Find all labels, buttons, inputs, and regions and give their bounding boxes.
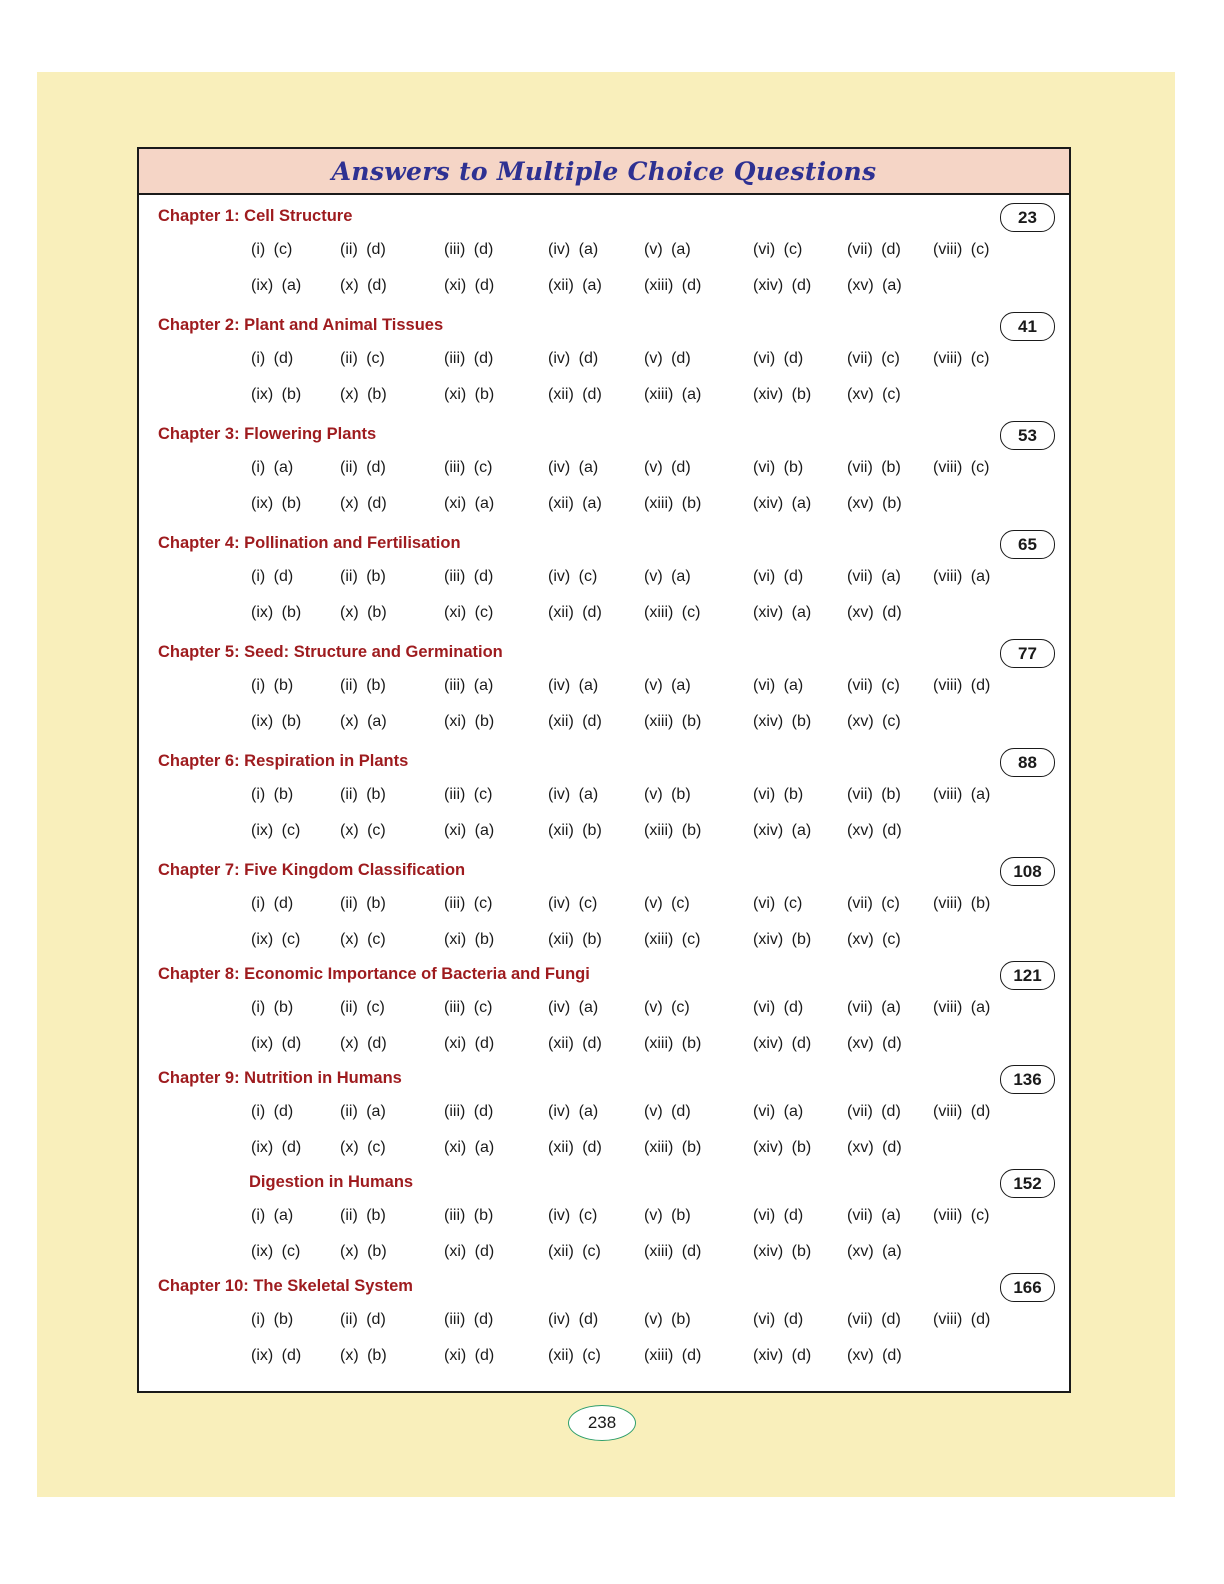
answer-row — [139, 999, 1069, 1023]
chapter-page-badge: 108 — [1000, 857, 1055, 886]
answer-item: (vi) (d) — [753, 1311, 804, 1328]
chapter-heading: Chapter 9: Nutrition in Humans — [158, 1069, 402, 1087]
answer-item: (iv) (d) — [548, 350, 599, 367]
chapter-page-badge: 53 — [1000, 421, 1055, 450]
answer-item: (iii) (a) — [444, 677, 494, 694]
chapter-heading: Chapter 1: Cell Structure — [158, 207, 353, 225]
answer-item: (xii) (d) — [548, 713, 602, 730]
answer-item: (vii) (a) — [847, 568, 901, 585]
chapter-section — [139, 413, 1069, 522]
answer-item: (vi) (c) — [753, 895, 803, 912]
answer-item: (v) (a) — [644, 568, 691, 585]
answer-item: (xiv) (b) — [753, 713, 812, 730]
answer-item: (xiv) (b) — [753, 386, 812, 403]
answer-item: (vi) (d) — [753, 999, 804, 1016]
answer-item: (xi) (a) — [444, 1139, 495, 1156]
answer-row — [139, 241, 1069, 265]
answer-item: (xiv) (d) — [753, 1035, 812, 1052]
answer-item: (vii) (c) — [847, 677, 900, 694]
answer-row — [139, 677, 1069, 701]
answer-item: (xiii) (d) — [644, 1243, 702, 1260]
answer-item: (xv) (c) — [847, 713, 901, 730]
answer-item: (ix) (b) — [251, 604, 302, 621]
answer-item: (v) (d) — [644, 459, 691, 476]
answer-item: (x) (c) — [340, 931, 386, 948]
answer-row — [139, 713, 1069, 737]
answer-item: (ii) (c) — [340, 350, 385, 367]
chapter-heading: Chapter 4: Pollination and Fertilisation — [158, 534, 461, 552]
answer-item: (vii) (d) — [847, 241, 901, 258]
answer-item: (iv) (c) — [548, 568, 598, 585]
chapter-section — [139, 304, 1069, 413]
answer-row — [139, 604, 1069, 628]
answer-item: (xiii) (a) — [644, 386, 702, 403]
answer-item: (xi) (b) — [444, 713, 495, 730]
answer-item: (ii) (b) — [340, 786, 386, 803]
answer-item: (iii) (c) — [444, 459, 493, 476]
answer-item: (iii) (c) — [444, 895, 493, 912]
answer-item: (i) (d) — [251, 895, 294, 912]
chapter-section — [139, 1057, 1069, 1161]
answer-item: (iv) (a) — [548, 677, 599, 694]
answer-item: (xiv) (a) — [753, 822, 812, 839]
answer-item: (iv) (a) — [548, 1103, 599, 1120]
answer-item: (x) (c) — [340, 822, 386, 839]
answer-item: (xv) (d) — [847, 604, 902, 621]
answer-item: (ii) (b) — [340, 568, 386, 585]
answer-item: (xii) (b) — [548, 822, 602, 839]
answer-item: (v) (c) — [644, 999, 690, 1016]
answer-item: (vi) (c) — [753, 241, 803, 258]
answer-item: (xi) (d) — [444, 1243, 495, 1260]
answer-item: (iv) (c) — [548, 895, 598, 912]
answer-item: (viii) (a) — [933, 568, 991, 585]
chapter-heading: Chapter 10: The Skeletal System — [158, 1277, 413, 1295]
answer-item: (i) (b) — [251, 999, 294, 1016]
answer-item: (xiii) (b) — [644, 1035, 702, 1052]
answer-item: (iii) (b) — [444, 1207, 494, 1224]
answer-item: (iv) (a) — [548, 459, 599, 476]
answer-item: (viii) (c) — [933, 350, 990, 367]
answer-item: (ii) (b) — [340, 677, 386, 694]
answer-item: (x) (c) — [340, 1139, 386, 1156]
chapter-section — [139, 1265, 1069, 1369]
answer-item: (viii) (d) — [933, 677, 991, 694]
answer-item: (x) (b) — [340, 386, 387, 403]
answer-row — [139, 495, 1069, 519]
answer-item: (xv) (a) — [847, 1243, 902, 1260]
chapter-section — [139, 849, 1069, 953]
answer-item: (ix) (c) — [251, 931, 301, 948]
answer-item: (viii) (c) — [933, 241, 990, 258]
answer-item: (viii) (d) — [933, 1311, 991, 1328]
chapter-section — [139, 195, 1069, 304]
answer-item: (xiii) (b) — [644, 713, 702, 730]
answer-item: (v) (b) — [644, 1311, 691, 1328]
answer-item: (vi) (d) — [753, 1207, 804, 1224]
chapter-page-badge: 136 — [1000, 1065, 1055, 1094]
title-bar — [139, 149, 1069, 195]
chapter-page-badge: 77 — [1000, 639, 1055, 668]
answer-item: (viii) (c) — [933, 1207, 990, 1224]
answer-item: (x) (b) — [340, 1347, 387, 1364]
answer-item: (vii) (c) — [847, 350, 900, 367]
page-title: Answers to Multiple Choice Questions — [331, 156, 877, 186]
answer-item: (v) (b) — [644, 1207, 691, 1224]
answer-item: (ix) (c) — [251, 822, 301, 839]
answer-item: (xi) (d) — [444, 1035, 495, 1052]
answer-item: (xiii) (b) — [644, 495, 702, 512]
answer-item: (xiv) (b) — [753, 931, 812, 948]
answer-item: (xi) (b) — [444, 931, 495, 948]
answer-row — [139, 350, 1069, 374]
answer-item: (ii) (d) — [340, 1311, 386, 1328]
answer-item: (i) (a) — [251, 459, 294, 476]
answer-row — [139, 1243, 1069, 1267]
answer-item: (i) (c) — [251, 241, 293, 258]
answer-item: (i) (d) — [251, 1103, 294, 1120]
answer-item: (ii) (c) — [340, 999, 385, 1016]
chapter-section — [139, 740, 1069, 849]
answer-item: (xi) (c) — [444, 604, 494, 621]
answer-item: (xiv) (d) — [753, 1347, 812, 1364]
answer-item: (iii) (c) — [444, 786, 493, 803]
answer-item: (xii) (c) — [548, 1243, 601, 1260]
answer-item: (xiv) (a) — [753, 495, 812, 512]
answer-item: (xi) (d) — [444, 277, 495, 294]
answer-item: (xiv) (b) — [753, 1139, 812, 1156]
answer-item: (iii) (d) — [444, 1311, 494, 1328]
answer-row — [139, 1139, 1069, 1163]
answer-item: (xi) (b) — [444, 386, 495, 403]
answer-item: (iii) (d) — [444, 241, 494, 258]
chapter-heading: Chapter 6: Respiration in Plants — [158, 752, 409, 770]
answer-item: (iv) (a) — [548, 999, 599, 1016]
answer-item: (i) (d) — [251, 568, 294, 585]
chapter-page-badge: 152 — [1000, 1169, 1055, 1198]
answer-row — [139, 822, 1069, 846]
answer-item: (ix) (b) — [251, 713, 302, 730]
answer-item: (xv) (b) — [847, 495, 902, 512]
answer-item: (iv) (d) — [548, 1311, 599, 1328]
answer-item: (xii) (a) — [548, 495, 602, 512]
chapter-heading: Chapter 8: Economic Importance of Bacteria and Fungi — [158, 965, 590, 983]
answer-item: (xv) (d) — [847, 822, 902, 839]
answer-item: (xv) (a) — [847, 277, 902, 294]
answer-item: (iii) (d) — [444, 1103, 494, 1120]
answer-row — [139, 1347, 1069, 1371]
answer-item: (xii) (d) — [548, 386, 602, 403]
answer-item: (xv) (c) — [847, 931, 901, 948]
answer-item: (vii) (d) — [847, 1311, 901, 1328]
answer-item: (vi) (d) — [753, 568, 804, 585]
chapter-section — [139, 631, 1069, 740]
answer-item: (xii) (d) — [548, 1139, 602, 1156]
answer-item: (ii) (d) — [340, 459, 386, 476]
answer-item: (vi) (a) — [753, 677, 804, 694]
chapter-heading: Chapter 7: Five Kingdom Classification — [158, 861, 466, 879]
answer-row — [139, 277, 1069, 301]
answer-item: (xiii) (d) — [644, 1347, 702, 1364]
chapter-heading: Chapter 2: Plant and Animal Tissues — [158, 316, 444, 334]
chapter-page-badge: 166 — [1000, 1273, 1055, 1302]
answer-item: (i) (b) — [251, 677, 294, 694]
answer-item: (iv) (a) — [548, 241, 599, 258]
answer-item: (ix) (b) — [251, 386, 302, 403]
answer-item: (iii) (c) — [444, 999, 493, 1016]
answer-item: (xii) (b) — [548, 931, 602, 948]
answer-item: (v) (c) — [644, 895, 690, 912]
answer-item: (ix) (d) — [251, 1139, 302, 1156]
answer-item: (vii) (a) — [847, 999, 901, 1016]
answer-row — [139, 1103, 1069, 1127]
answer-item: (xii) (d) — [548, 1035, 602, 1052]
answer-item: (viii) (b) — [933, 895, 991, 912]
answer-item: (xiii) (b) — [644, 822, 702, 839]
answer-row — [139, 895, 1069, 919]
answer-row — [139, 786, 1069, 810]
answer-item: (ix) (c) — [251, 1243, 301, 1260]
answer-item: (xiii) (b) — [644, 1139, 702, 1156]
answer-item: (xii) (a) — [548, 277, 602, 294]
answer-row — [139, 1035, 1069, 1059]
answer-item: (iv) (c) — [548, 1207, 598, 1224]
answer-row — [139, 568, 1069, 592]
answer-row — [139, 1311, 1069, 1335]
chapter-page-badge: 41 — [1000, 312, 1055, 341]
answer-row — [139, 1207, 1069, 1231]
chapter-list — [139, 195, 1069, 1369]
answer-item: (vii) (a) — [847, 1207, 901, 1224]
answer-item: (xii) (d) — [548, 604, 602, 621]
answer-item: (xv) (d) — [847, 1035, 902, 1052]
answer-item: (ii) (d) — [340, 241, 386, 258]
answer-row — [139, 386, 1069, 410]
answer-item: (xiv) (d) — [753, 277, 812, 294]
answer-item: (viii) (c) — [933, 459, 990, 476]
answer-item: (x) (d) — [340, 277, 387, 294]
answer-item: (v) (d) — [644, 1103, 691, 1120]
answer-item: (viii) (a) — [933, 999, 991, 1016]
chapter-section — [139, 953, 1069, 1057]
answer-item: (iv) (a) — [548, 786, 599, 803]
answer-item: (iii) (d) — [444, 350, 494, 367]
chapter-heading: Digestion in Humans — [249, 1173, 414, 1191]
chapter-page-badge: 121 — [1000, 961, 1055, 990]
answer-item: (xi) (a) — [444, 495, 495, 512]
answer-item: (i) (d) — [251, 350, 294, 367]
answer-item: (ix) (d) — [251, 1347, 302, 1364]
answer-item: (x) (d) — [340, 495, 387, 512]
answer-item: (xv) (c) — [847, 386, 901, 403]
answer-item: (xiii) (c) — [644, 931, 701, 948]
answer-item: (xiii) (c) — [644, 604, 701, 621]
chapter-page-badge: 65 — [1000, 530, 1055, 559]
answer-item: (i) (b) — [251, 786, 294, 803]
answer-item: (xiv) (b) — [753, 1243, 812, 1260]
answer-item: (vii) (b) — [847, 786, 901, 803]
answer-item: (xii) (c) — [548, 1347, 601, 1364]
answer-item: (vi) (b) — [753, 786, 804, 803]
answer-item: (v) (a) — [644, 677, 691, 694]
chapter-section — [139, 1161, 1069, 1265]
answer-row — [139, 459, 1069, 483]
answer-item: (i) (b) — [251, 1311, 294, 1328]
answer-item: (iii) (d) — [444, 568, 494, 585]
answer-item: (x) (d) — [340, 1035, 387, 1052]
answer-item: (vi) (b) — [753, 459, 804, 476]
answer-item: (v) (d) — [644, 350, 691, 367]
answer-item: (viii) (a) — [933, 786, 991, 803]
answer-item: (v) (b) — [644, 786, 691, 803]
answer-item: (viii) (d) — [933, 1103, 991, 1120]
chapter-section — [139, 522, 1069, 631]
answer-item: (xiv) (a) — [753, 604, 812, 621]
answer-item: (xiii) (d) — [644, 277, 702, 294]
answer-item: (xv) (d) — [847, 1347, 902, 1364]
answer-item: (ix) (a) — [251, 277, 302, 294]
answer-item: (ii) (b) — [340, 1207, 386, 1224]
answer-item: (ii) (b) — [340, 895, 386, 912]
answer-item: (xi) (d) — [444, 1347, 495, 1364]
answer-item: (ix) (b) — [251, 495, 302, 512]
answers-box — [137, 147, 1071, 1393]
answer-item: (vii) (b) — [847, 459, 901, 476]
answer-item: (vii) (d) — [847, 1103, 901, 1120]
answer-item: (x) (b) — [340, 604, 387, 621]
chapter-heading: Chapter 5: Seed: Structure and Germination — [158, 643, 503, 661]
chapter-page-badge: 88 — [1000, 748, 1055, 777]
page-number: 238 — [568, 1405, 636, 1441]
answer-item: (v) (a) — [644, 241, 691, 258]
chapter-page-badge: 23 — [1000, 203, 1055, 232]
answer-item: (xi) (a) — [444, 822, 495, 839]
answer-item: (i) (a) — [251, 1207, 294, 1224]
answer-item: (vii) (c) — [847, 895, 900, 912]
answer-item: (ix) (d) — [251, 1035, 302, 1052]
answer-item: (vi) (d) — [753, 350, 804, 367]
answer-item: (x) (b) — [340, 1243, 387, 1260]
chapter-heading: Chapter 3: Flowering Plants — [158, 425, 377, 443]
answer-item: (x) (a) — [340, 713, 387, 730]
answer-item: (ii) (a) — [340, 1103, 386, 1120]
answer-item: (xv) (d) — [847, 1139, 902, 1156]
answer-item: (vi) (a) — [753, 1103, 804, 1120]
answer-row — [139, 931, 1069, 955]
